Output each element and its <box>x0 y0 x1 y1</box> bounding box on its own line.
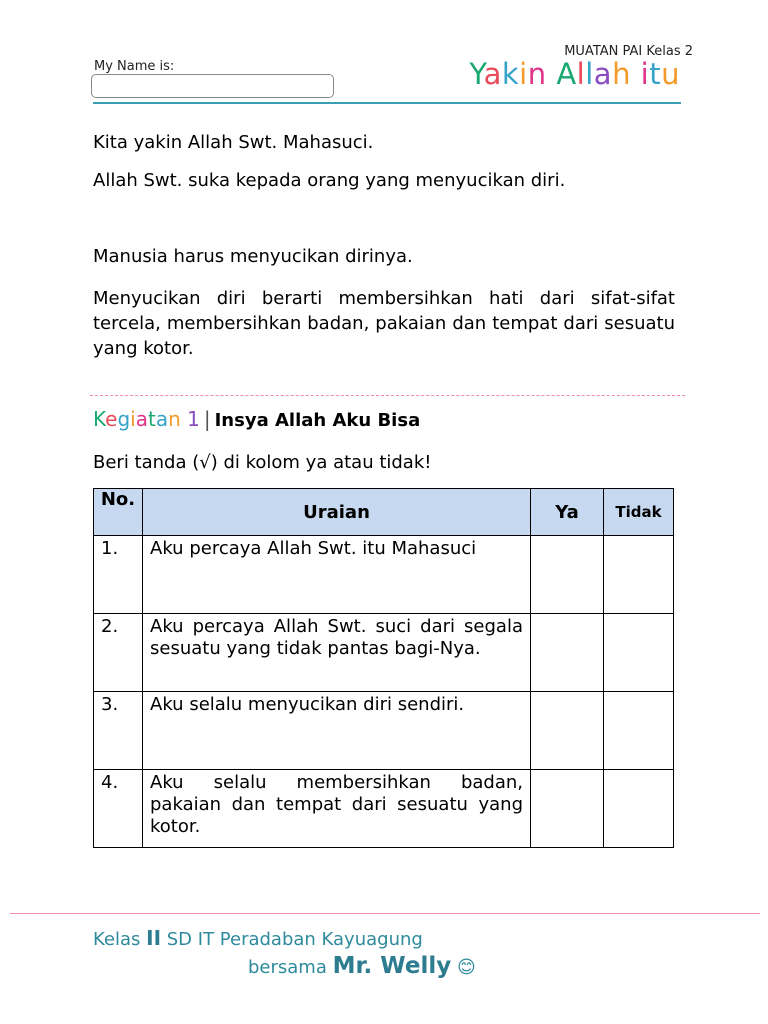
table-row <box>94 692 674 770</box>
worksheet-title <box>400 57 680 91</box>
row-number: 2. <box>94 614 143 692</box>
activity-letter: n <box>168 407 181 431</box>
table-header-row <box>94 489 674 536</box>
title-letter: i <box>640 57 650 91</box>
paragraph-4: Menyucikan diri berarti membersihkan hati dari sifat-sifat tercela, membersihkan badan, pakaian dan tempat dari sesuatu yang kotor. <box>93 288 675 359</box>
activity-letter: e <box>105 407 118 431</box>
activity-title: Insya Allah Aku Bisa <box>214 410 421 431</box>
title-letter: u <box>661 57 680 91</box>
paragraph-3: Manusia harus menyucikan dirinya. <box>93 246 413 267</box>
title-letter: h <box>612 57 631 91</box>
ya-checkbox-cell[interactable] <box>531 614 604 692</box>
paragraph-2: Allah Swt. suka kepada orang yang menyucikan diri. <box>93 170 566 191</box>
smiley-icon: 😊 <box>456 957 476 978</box>
title-letter: k <box>501 57 520 91</box>
activity-letter: t <box>147 407 156 431</box>
title-letter: n <box>527 57 547 91</box>
activity-heading <box>93 407 420 431</box>
ya-checkbox-cell[interactable] <box>531 536 604 614</box>
header-ya: Ya <box>531 489 604 536</box>
title-letter <box>547 57 557 91</box>
activity-letter: 1 <box>187 407 200 431</box>
title-letter: a <box>593 57 613 91</box>
header-uraian: Uraian <box>143 489 531 536</box>
footer-divider <box>10 913 760 914</box>
tidak-checkbox-cell[interactable] <box>604 770 674 848</box>
table-row <box>94 770 674 848</box>
tidak-checkbox-cell[interactable] <box>604 692 674 770</box>
activity-label <box>93 407 200 431</box>
row-description: Aku selalu menyucikan diri sendiri. <box>143 692 531 770</box>
row-description: Aku selalu membersihkan badan, pakaian dan tempat dari sesuatu yang kotor. <box>143 770 531 848</box>
row-number: 4. <box>94 770 143 848</box>
worksheet-subject: MUATAN PAI Kelas 2 <box>564 44 693 59</box>
footer-teacher-line <box>248 953 476 979</box>
paragraph-1: Kita yakin Allah Swt. Mahasuci. <box>93 132 374 153</box>
activity-letter: i <box>130 407 136 431</box>
title-letter <box>631 57 641 91</box>
tidak-checkbox-cell[interactable] <box>604 614 674 692</box>
name-field[interactable] <box>91 74 334 98</box>
title-letter: l <box>576 57 586 91</box>
ya-checkbox-cell[interactable] <box>531 770 604 848</box>
checklist-table <box>93 488 674 848</box>
header-divider <box>93 102 681 104</box>
footer-school-name: SD IT Peradaban Kayuagung <box>166 929 423 950</box>
title-letter: a <box>483 57 502 91</box>
activity-separator: | <box>203 407 211 431</box>
activity-letter: K <box>93 407 106 431</box>
title-letter: l <box>585 57 594 91</box>
title-letter: A <box>556 57 577 91</box>
footer-with: bersama <box>248 957 327 978</box>
table-row <box>94 614 674 692</box>
title-letter: i <box>519 57 528 91</box>
title-letter: t <box>649 57 662 91</box>
tidak-checkbox-cell[interactable] <box>604 536 674 614</box>
row-description: Aku percaya Allah Swt. suci dari segala sesuatu yang tidak pantas bagi-Nya. <box>143 614 531 692</box>
title-letter: Y <box>469 57 484 91</box>
row-number: 1. <box>94 536 143 614</box>
activity-instruction: Beri tanda (√) di kolom ya atau tidak! <box>93 452 432 473</box>
activity-letter: a <box>155 407 169 431</box>
row-number: 3. <box>94 692 143 770</box>
footer-class-prefix: Kelas <box>93 929 141 950</box>
header-no: No. <box>94 489 143 536</box>
section-divider <box>90 395 685 396</box>
row-description: Aku percaya Allah Swt. itu Mahasuci <box>143 536 531 614</box>
footer-teacher-name: Mr. Welly <box>332 953 452 979</box>
header-tidak: Tidak <box>604 489 674 536</box>
table-row <box>94 536 674 614</box>
name-label: My Name is: <box>94 59 175 74</box>
footer-class-number: II <box>146 926 162 950</box>
ya-checkbox-cell[interactable] <box>531 692 604 770</box>
activity-letter: g <box>117 407 131 431</box>
activity-letter: a <box>135 407 148 431</box>
footer-school <box>93 926 423 950</box>
